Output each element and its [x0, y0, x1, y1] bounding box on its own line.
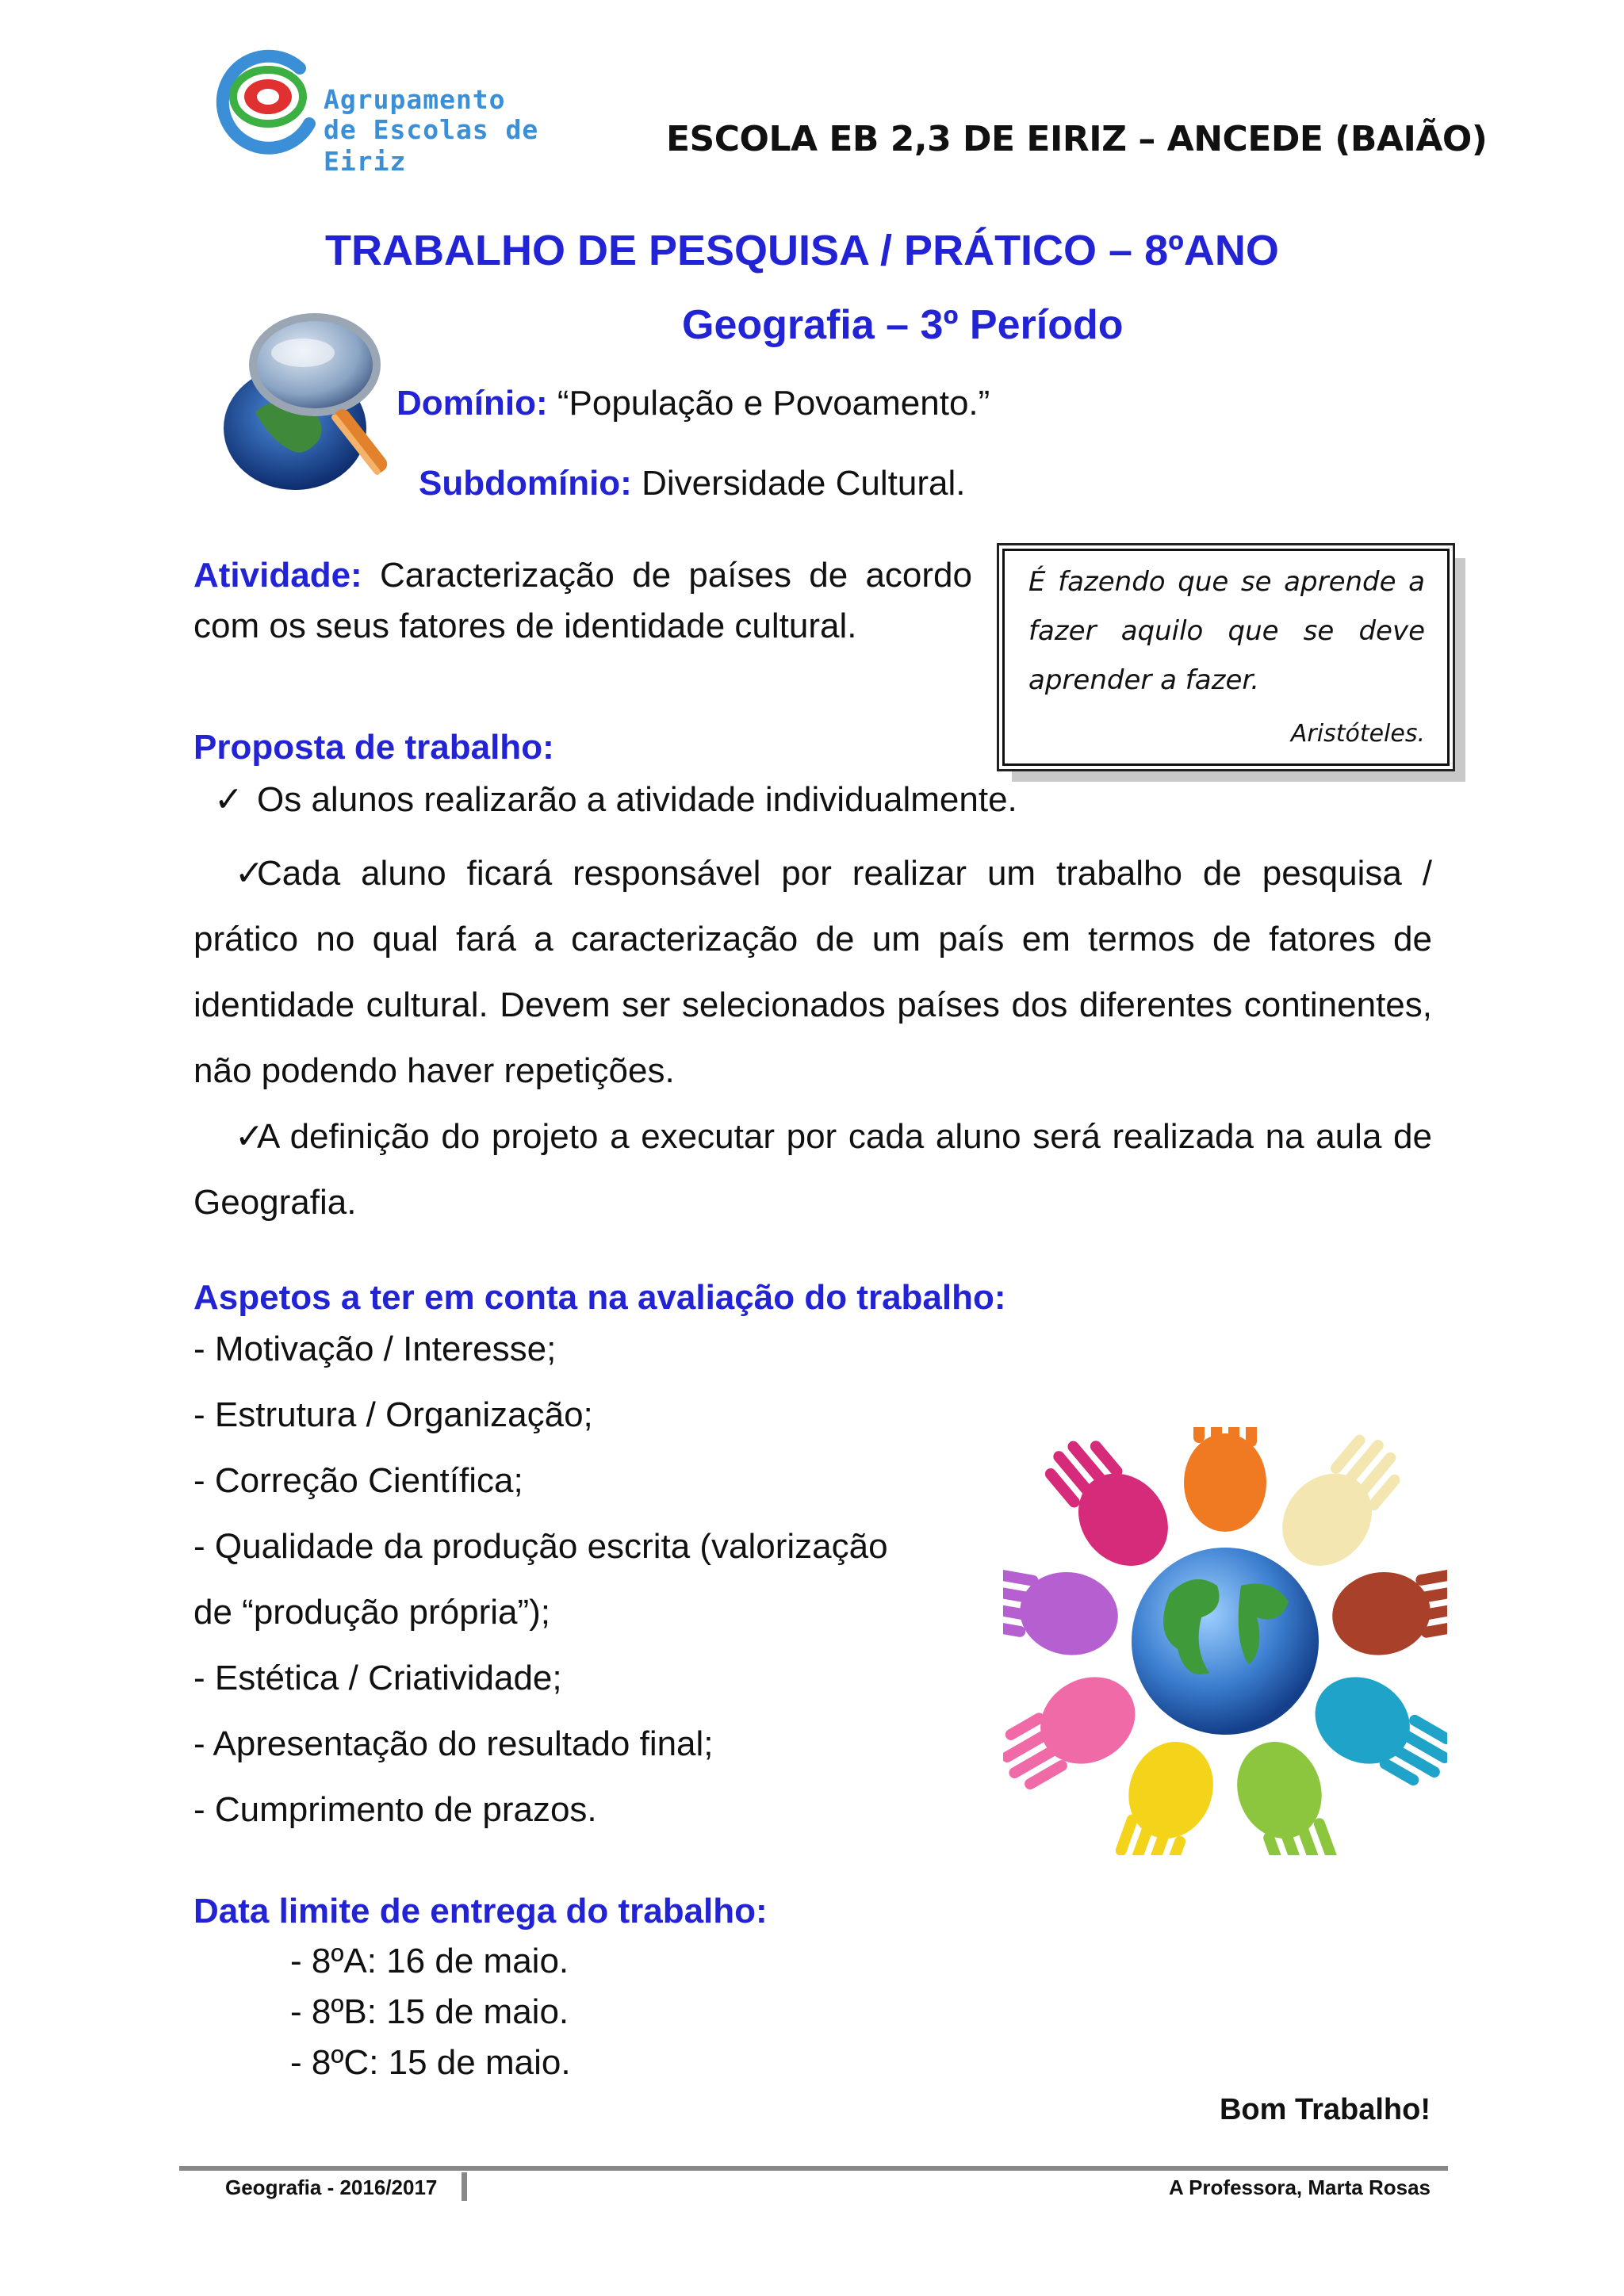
school-name: ESCOLA EB 2,3 DE EIRIZ – ANCEDE (BAIÃO) [666, 119, 1488, 159]
hand-magenta-icon [1030, 1427, 1186, 1584]
atividade-paragraph [193, 550, 972, 652]
proposta-item-3 [193, 1104, 1432, 1235]
dominio-value: “População e Povoamento.” [547, 384, 990, 423]
data-limite-list [290, 1936, 571, 2088]
page-subtitle: Geografia – 3º Período [682, 302, 1124, 348]
list-item: - Cumprimento de prazos. [193, 1790, 597, 1829]
logo-emblem-icon [205, 44, 324, 155]
checkmark-icon: ✓ [235, 1117, 264, 1156]
checkmark-icon: ✓ [235, 854, 264, 893]
proposta-item-text: Cada aluno ficará responsável por realizar um trabalho de pesquisa / prático no qual fará a caracterização de um país em termos de fatores de identidade cultural. Devem ser selecionados países dos diferentes continentes, não podendo haver repetições. [193, 854, 1432, 1090]
school-logo [205, 44, 609, 177]
list-item: - Motivação / Interesse; [193, 1330, 557, 1368]
globe-icon [1132, 1548, 1319, 1735]
hands-globe-illustration [1003, 1427, 1447, 1855]
list-item: - Qualidade da produção escrita (valorização [193, 1527, 888, 1566]
footer-right: A Professora, Marta Rosas [1169, 2175, 1431, 2199]
quote-box [1002, 549, 1450, 766]
page-title: TRABALHO DE PESQUISA / PRÁTICO – 8ºANO [325, 227, 1279, 274]
subdominio-value: Diversidade Cultural. [631, 464, 966, 503]
proposta-item-1 [214, 775, 1435, 825]
data-limite-heading: Data limite de entrega do trabalho: [193, 1892, 768, 1931]
quote-author: Aristóteles. [1290, 720, 1425, 748]
list-item: - Correção Científica; [193, 1461, 523, 1500]
proposta-item-text: A definição do projeto a executar por cada aluno será realizada na aula de Geografia. [193, 1117, 1432, 1222]
closing-text: Bom Trabalho! [1219, 2093, 1431, 2126]
footer-rule [179, 2166, 1448, 2171]
subdominio-line [419, 464, 965, 503]
logo-line-2: de Escolas de Eiriz [324, 114, 539, 177]
footer-left: Geografia - 2016/2017 [225, 2175, 438, 2199]
aspetos-heading: Aspetos a ter em conta na avaliação do trabalho: [193, 1278, 1006, 1317]
hand-pink-icon [1003, 1660, 1151, 1804]
atividade-value: Caracterização de países de acordo com os seus fatores de identidade cultural. [193, 556, 972, 645]
hand-green-icon [1224, 1730, 1350, 1855]
list-item: - 8ºA: 16 de maio. [290, 1942, 569, 1980]
hand-yellow-icon [1100, 1730, 1227, 1855]
atividade-label: Atividade: [193, 556, 362, 595]
proposta-item-2 [193, 840, 1432, 1104]
hand-brown-icon [1326, 1556, 1447, 1663]
list-item: - 8ºB: 15 de maio. [290, 1992, 569, 2031]
aspetos-list [193, 1316, 986, 1843]
checkmark-icon: ✓ [214, 780, 243, 819]
subdominio-label: Subdomínio: [419, 464, 632, 503]
proposta-item-text: Os alunos realizarão a atividade individualmente. [257, 780, 1017, 819]
list-item: de “produção própria”); [193, 1593, 551, 1632]
list-item: - Estética / Criatividade; [193, 1659, 562, 1697]
list-item: - Apresentação do resultado final; [193, 1724, 714, 1763]
magnifier-globe-icon [208, 293, 398, 499]
hand-teal-icon [1300, 1660, 1447, 1804]
quote-text: É fazendo que se aprende a fazer aquilo que se deve aprender a fazer. [1028, 566, 1425, 696]
hand-orange-icon [1184, 1427, 1266, 1532]
dominio-line [396, 384, 990, 423]
dominio-label: Domínio: [396, 384, 548, 423]
footer-divider [462, 2172, 467, 2201]
list-item: - 8ºC: 15 de maio. [290, 2043, 571, 2082]
logo-line-1: Agrupamento [324, 84, 506, 115]
hand-cream-icon [1264, 1427, 1420, 1584]
proposta-heading: Proposta de trabalho: [193, 728, 554, 767]
list-item: - Estrutura / Organização; [193, 1395, 593, 1434]
hand-purple-icon [1003, 1556, 1124, 1663]
